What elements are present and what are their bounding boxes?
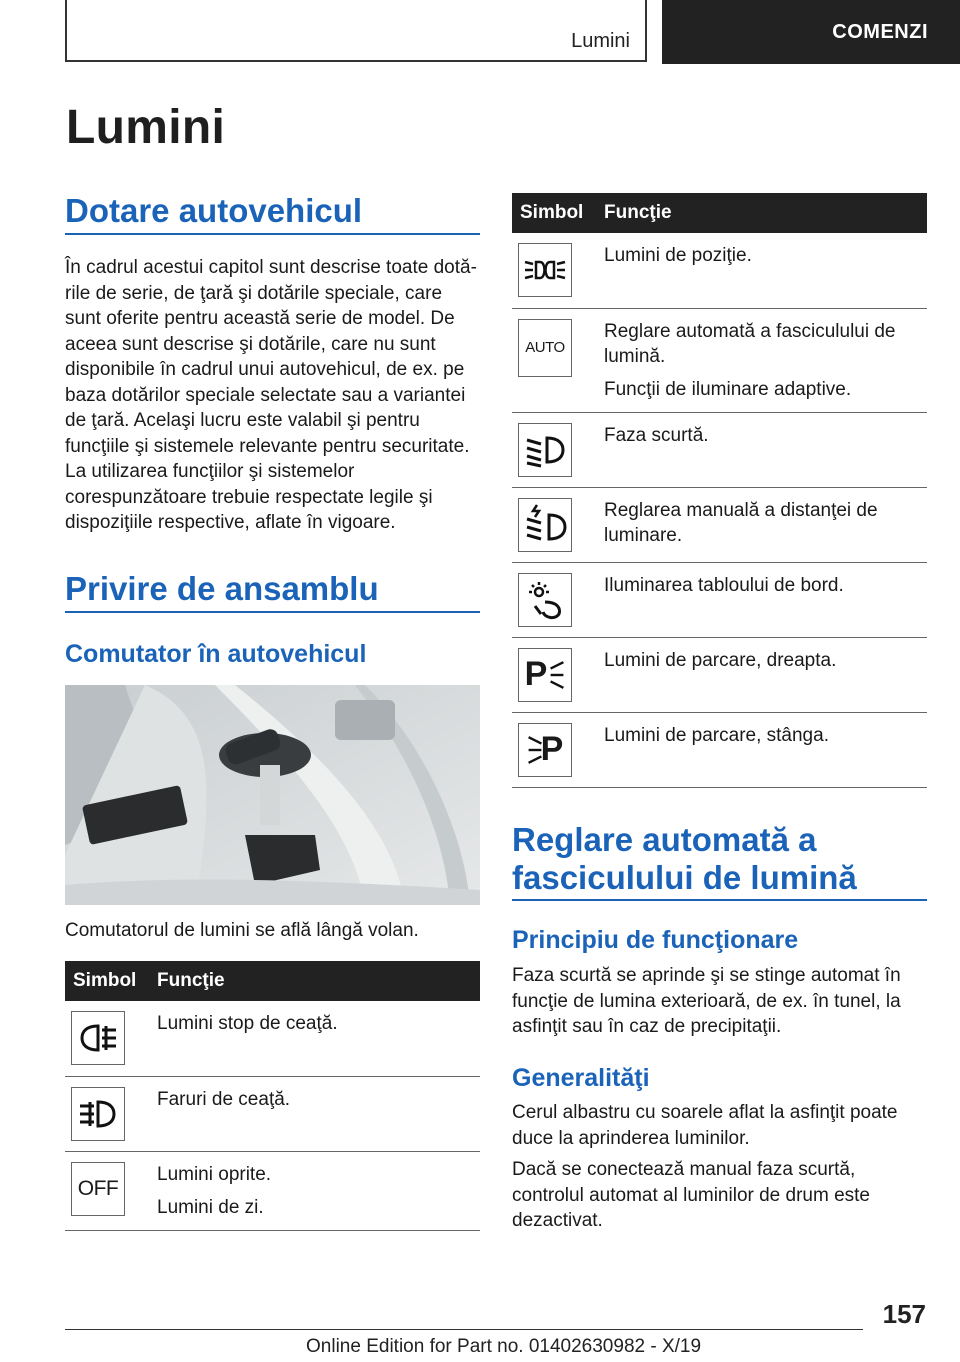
table-row <box>512 712 927 787</box>
header-frame <box>65 0 647 62</box>
row-text: Reglarea manuală a distanţei de luminare. <box>604 499 878 546</box>
edition-note: Online Edition for Part no. 01402630982 - X/19 <box>306 1336 702 1357</box>
table-row <box>65 1001 480 1076</box>
row-text: Lumini de parcare, stânga. <box>604 724 829 746</box>
heading-rule <box>65 611 480 613</box>
parking-p-label: P <box>524 655 548 693</box>
heading-comutator: Comutator în autovehicul <box>65 640 367 668</box>
generalitati-paragraph-1: Cerul albastru cu soarele aflat la asfinţit poate duce la aprinderea luminilor. <box>512 1102 898 1149</box>
fog-headlight-icon <box>71 1087 125 1141</box>
row-text: Lumini oprite. <box>157 1163 272 1185</box>
row-text: Iluminarea tabloului de bord. <box>604 574 844 596</box>
page-number: 157 <box>882 1299 926 1329</box>
col-symbol-header: Simbol <box>65 961 149 1001</box>
headlight-range-icon <box>518 498 572 552</box>
heading-reglare: Reglare automată a fasciculului de lumină <box>512 821 857 896</box>
heading-dotare: Dotare autovehicul <box>65 192 363 229</box>
off-icon-label: OFF <box>77 1177 119 1200</box>
left-symbol-table <box>65 961 480 1231</box>
row-text: Lumini de zi. <box>157 1196 264 1218</box>
header-section: Lumini <box>571 30 630 52</box>
dotare-paragraph: În cadrul acestui capitol sunt descrise toate dotările de serie, de ţară şi dotările speciale, care sunt oferite pentru această serie de model. De aceea sunt descrise şi dotările, care nu sunt disponibile în cadrul unui autovehicul, de ex. pe baza dotărilor speciale selectate sau a variantei de ţară. Acelaşi lucru este valabil şi pentru funcţiile şi sistemele relevante pentru securitate. La utilizarea funcţiilor şi sistemelor corespunzătoare trebuie respectate legile şi dispoziţiile respective, aflate în vigoare. <box>65 257 477 533</box>
light-switch-photo <box>65 685 480 905</box>
parking-lights-icon <box>518 243 572 297</box>
col-function-header: Funcţie <box>596 193 927 233</box>
heading-rule <box>65 233 480 235</box>
parking-p-label: P <box>540 730 564 768</box>
table-row <box>65 1151 480 1230</box>
row-text: Faza scurtă. <box>604 424 709 446</box>
table-row <box>512 412 927 487</box>
heading-privire: Privire de ansamblu <box>65 570 379 607</box>
parking-light-left-icon <box>518 723 572 777</box>
off-icon <box>71 1162 125 1216</box>
table-row <box>65 1076 480 1151</box>
low-beam-icon <box>518 423 572 477</box>
page-title: Lumini <box>66 101 226 154</box>
auto-icon <box>518 319 572 377</box>
footer-rule <box>65 1329 863 1330</box>
parking-light-right-icon <box>518 648 572 702</box>
row-text: Faruri de ceaţă. <box>157 1088 291 1110</box>
instrument-lighting-icon <box>518 573 572 627</box>
generalitati-paragraph-2: Dacă se conectează manual faza scurtă, controlul automat al luminilor de drum este dezactivat. <box>512 1159 871 1231</box>
row-text: Funcţii de iluminare adaptive. <box>604 378 852 400</box>
table-row <box>512 233 927 308</box>
principiu-paragraph: Faza scurtă se aprinde şi se stinge automat în funcţie de lumina exterioară, de ex. în tunel, la asfinţit sau în caz de precipitaţii. <box>512 965 901 1037</box>
heading-rule <box>512 899 927 901</box>
row-text: Lumini de parcare, dreapta. <box>604 649 837 671</box>
right-symbol-table <box>512 193 927 788</box>
col-function-header: Funcţie <box>149 961 480 1001</box>
table-row <box>512 637 927 712</box>
front-fog-light-icon <box>71 1011 125 1065</box>
header-chapter-tab <box>662 0 960 64</box>
header-chapter-label: COMENZI <box>832 20 928 43</box>
table-row <box>512 487 927 562</box>
heading-generalitati: Generalităţi <box>512 1064 650 1092</box>
heading-principiu: Principiu de funcţionare <box>512 926 799 954</box>
row-text: Lumini stop de ceaţă. <box>157 1013 338 1034</box>
auto-icon-label: AUTO <box>525 339 565 356</box>
row-text: Lumini de poziţie. <box>604 245 752 266</box>
photo-caption: Comutatorul de lumini se află lângă volan. <box>65 920 419 941</box>
table-row <box>512 562 927 637</box>
table-row <box>512 308 927 412</box>
row-text: Reglare automată a fasciculului de lumină. <box>604 320 896 367</box>
col-symbol-header: Simbol <box>512 193 596 233</box>
